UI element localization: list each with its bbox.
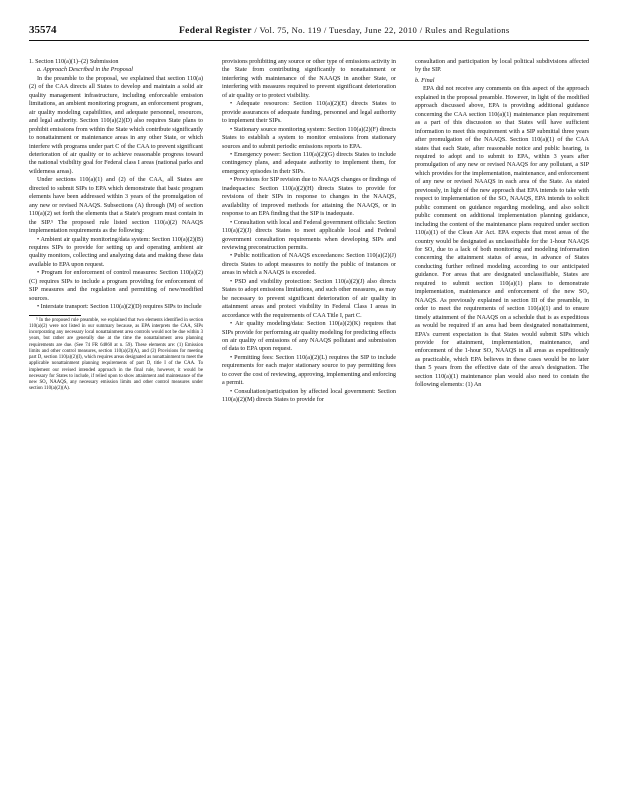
paragraph: Under sections 110(a)(1) and (2) of the CAA, all States are directed to submit SIPs to EPA which demonstrate that basic program elements have been addressed within 3 years of the promulgation of any new or revised NAAQS. Subsections (A) through (M) of section 110(a)(2) set forth the elements that a State's program must contain in the SIP.⁵ The proposed rule listed section 110(a)(2) NAAQS implementation requirements as the following:: [29, 177, 203, 235]
bullet-item: • Consultation/participation by affected local government: Section 110(a)(2)(M) directs States to provide for: [222, 388, 396, 404]
paragraph: In the preamble to the proposal, we explained that section 110(a)(2) of the CAA directs all States to develop and maintain a solid air quality management infrastructure, including enforceable emission limitations, an ambient monitoring program, an enforcement program, air quality modeling capabilities, and adequate personnel, resources, and legal authority. Section 110(a)(2)(D) also requires State plans to prohibit emissions from within the State which contribute significantly to nonattainment or maintenance areas in any other State, or which interfere with programs under part C of the CAA to prevent significant deterioration of air quality or to achieve reasonable progress toward the national visibility goal for Federal class I areas (national parks and wilderness areas).: [29, 75, 203, 175]
bullet-item: • Program for enforcement of control measures: Section 110(a)(2)(C) requires SIPs to include a program providing for enforcement of SIP measures and the regulation and permitting of new/modified sources.: [29, 270, 203, 302]
publication-name: Federal Register: [179, 26, 252, 36]
bullet-item: • Permitting fees: Section 110(a)(2)(L) requires the SIP to include requirements for each major stationary source to pay permitting fees to cover the cost of reviewing, approving, implementing and enforcing a permit.: [222, 354, 396, 387]
bullet-item: • PSD and visibility protection: Section 110(a)(2)(J) also directs States to adopt emissions limitations, and such other measures, as may be necessary to prevent significant deterioration of air quality in attainment areas and protect visibility in Federal Class I areas in accordance with the requirements of CAA Title I, part C.: [222, 278, 396, 319]
section-heading: 1. Section 110(a)(1)–(2) Submission: [29, 59, 119, 65]
bullet-item: • Air quality modeling/data: Section 110(a)(2)(K) requires that SIPs provide for performing air quality modeling for predicting effects on air quality of emissions of any NAAQS pollutant and submission of data to EPA upon request.: [222, 321, 396, 353]
running-head: [179, 25, 510, 36]
page-number: 35574: [29, 24, 57, 36]
footnote: ⁵ In the proposed rule preamble, we explained that two elements identified in section 110(a)(2) were not listed in our summary because, as EPA interprets the CAA, SIPs incorporating any necessary local nonattainment area controls would not be due within 3 years, but rather are generally due at the time the nonattainment area planning requirements are due. (See 74 FR 64860 at n. 59). These elements are: (1) Emission limits and other control measures, section 110(a)(2)(A), and (2) Provisions for meeting part D, section 110(a)(2)(I), which requires areas designated as nonattainment to meet the applicable nonattainment planning requirements of part D, title I of the CAA. To implement our revised intended approach in the final rule, however, it would be necessary for States to include, if relied upon to show attainment and maintenance of the new SO₂ NAAQS, any necessary emission limits and other control measures under section 110(a)(2)(A).: [29, 317, 203, 392]
bullet-item: • Ambient air quality monitoring/data system: Section 110(a)(2)(B) requires SIPs to provide for setting up and operating ambient air quality monitors, collecting and analyzing data and making these data available to EPA upon request.: [29, 236, 203, 268]
paragraph: EPA did not receive any comments on this aspect of the approach explained in the proposal preamble. However, in light of the modified approach discussed above, EPA is providing additional guidance concerning the CAA section 110(a)(1) maintenance plan requirement as a part of this discussion so that States will have sufficient information to meet this requirement with a SIP submittal three years after promulgation of the NAAQS. Section 110(a)(1) of the CAA states that each State, after reasonable notice and public hearing, is required to adopt and to submit to EPA, within 3 years after promulgation of any new or revised NAAQS for any pollutant, a SIP which provides for the implementation, maintenance, and enforcement of any new or revised NAAQS in each area of the State. As stated previously, in light of the new approach that EPA intends to take with respect to implementation of the SO₂ NAAQS, EPA intends to solicit public comment on guidance regarding modeling, and also solicit public comment on additional implementation planning guidance, including the content of the maintenance plans required under section 110(a)(1) of the Clean Air Act. EPA expects that most areas of the country would be designated as unclassifiable for the 1-hour NAAQS for SO₂ due to a lack of both monitoring and modeling information concerning the attainment status of areas, in advance of States conducting further refined modeling according to our anticipated guidance. For areas that are designated unclassifiable, States are required to submit section 110(a)(1) plans to demonstrate implementation, maintenance and enforcement of the new SO₂ NAAQS. As previously explained in section III of the preamble, in order to meet the requirements of section 110(a)(1) and to ensure timely attainment of the NAAQS on a schedule that is as expeditious as would be required if an area had been designated nonattainment, EPA's current expectation is that States would submit SIPs which provide for attainment, implementation, maintenance, and enforcement of the 1-hour SO₂ NAAQS in all areas as expeditiously as practicable, which EPA believes in these cases would be no later than 5 years from the effective date of the area's designation. The section 110(a)(1) maintenance plan would also need to contain the following elements: (1) An: [415, 86, 589, 389]
bullet-item: • Stationary source monitoring system: Section 110(a)(2)(F) directs States to establish a system to monitor emissions from stationary sources and to submit periodic emissions reports to EPA.: [222, 126, 396, 150]
left-column: [29, 58, 203, 760]
issue-info: / Vol. 75, No. 119 / Tuesday, June 22, 2010 / Rules and Regulations: [251, 25, 510, 35]
middle-column: [222, 58, 396, 774]
paragraph: consultation and participation by local political subdivisions affected by the SIP.: [415, 59, 589, 74]
bullet-item: • Provisions for SIP revision due to NAAQS changes or findings of inadequacies: Section 110(a)(2)(H) directs States to provide for revisions of their SIPs in response to changes in the NAAQS, availability of improved methods for attaining the NAAQS, or in response to an EPA finding that the SIP is inadequate.: [222, 177, 396, 218]
bullet-item: • Interstate transport: Section 110(a)(2)(D) requires SIPs to include: [37, 304, 202, 311]
right-column: [415, 58, 589, 774]
footnote-divider: [29, 315, 81, 316]
bullet-item: • Emergency power: Section 110(a)(2)(G) directs States to include contingency plans, and adequate authority to implement them, for emergency episodes in their SIPs.: [222, 151, 396, 175]
bullet-item: • Public notification of NAAQS exceedances: Section 110(a)(2)(J) directs States to adopt measures to notify the public of instances or areas in which a NAAQS is exceeded.: [222, 253, 396, 277]
subheading: a. Approach Described in the Proposal: [37, 67, 133, 74]
bullet-item: • Consultation with local and Federal government officials: Section 110(a)(2)(J) directs States to meet applicable local and Federal government consultation requirements when developing SIPs and reviewing preconstruction permits.: [222, 219, 396, 251]
subheading: b. Final: [415, 77, 435, 84]
page-header: [29, 20, 589, 41]
bullet-item: • Adequate resources: Section 110(a)(2)(E) directs States to provide assurances of adequate funding, personnel and legal authority to implement their SIPs.: [222, 101, 396, 125]
paragraph: provisions prohibiting any source or other type of emissions activity in the State from contributing significantly to nonattainment or interfering with maintenance of the NAAQS in another State, or interfering with measures required to prevent significant deterioration of air quality or to protect visibility.: [222, 59, 396, 99]
